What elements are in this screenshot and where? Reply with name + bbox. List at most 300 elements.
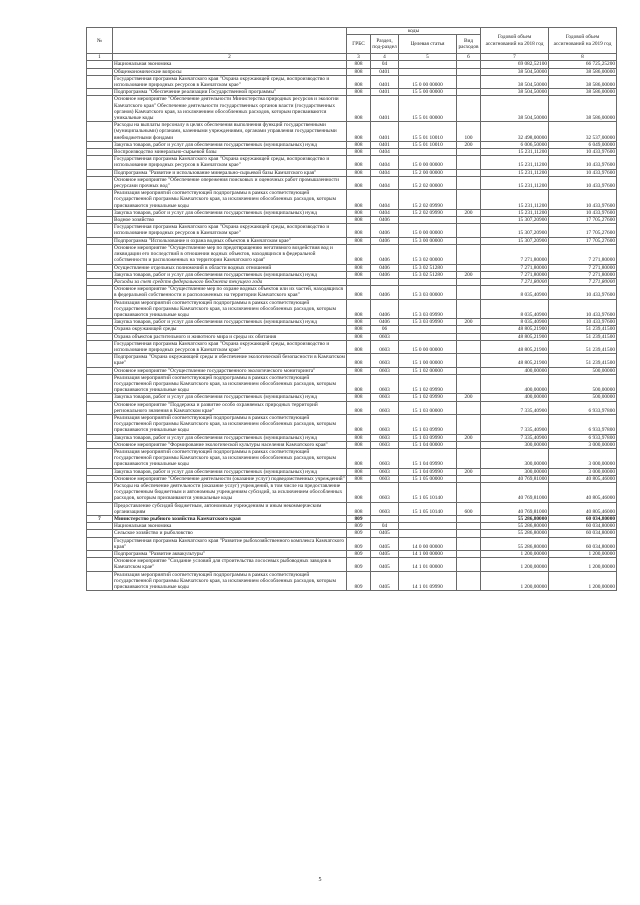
row-amount-2019: 500,00000 — [549, 374, 617, 394]
row-name: Расходы на обеспечение деятельности (оказание услуг) учреждений, в том числе на предоставление государственным бюджетным и автономным учреждениям субсидий, за исключением обособленных расходов, которым присваиваются уникальные коды — [113, 483, 347, 503]
row-name: Предоставление субсидий бюджетным, автономным учреждениям и иным некоммерческим организациям — [113, 502, 347, 515]
row-grbs: 808 — [347, 141, 371, 148]
row-vid — [457, 354, 481, 367]
row-amount-2019: 51 239,41500 — [549, 354, 617, 367]
row-vid — [457, 367, 481, 374]
row-amount-2019: 60 034,80000 — [549, 537, 617, 550]
row-amount-2018: 400,00000 — [481, 394, 549, 401]
row-amount-2018: 300,00000 — [481, 441, 549, 448]
row-number — [87, 448, 113, 468]
row-amount-2019: 51 239,41500 — [549, 340, 617, 353]
row-amount-2019: 6 933,97800 — [549, 434, 617, 441]
colnum: 5 — [399, 54, 457, 61]
row-target: 15 3 03 09990 — [399, 319, 457, 326]
row-grbs: 808 — [347, 434, 371, 441]
row-section: 0405 — [371, 551, 399, 558]
row-name: Национальная экономика — [113, 61, 347, 68]
row-name: Закупка товаров, работ и услуг для обеспечения государственных (муниципальных) нужд — [113, 394, 347, 401]
row-grbs: 808 — [347, 89, 371, 96]
table-row — [87, 326, 617, 333]
row-amount-2019: 38 586,00000 — [549, 96, 617, 122]
row-section: 0603 — [371, 367, 399, 374]
row-amount-2018: 6 006,50000 — [481, 141, 549, 148]
row-vid — [457, 537, 481, 550]
row-vid: 200 — [457, 271, 481, 278]
row-grbs: 808 — [347, 340, 371, 353]
row-section: 0404 — [371, 190, 399, 210]
row-number — [87, 401, 113, 414]
row-number — [87, 96, 113, 122]
row-target — [399, 530, 457, 537]
row-target: 15 3 02 51280 — [399, 271, 457, 278]
row-number — [87, 176, 113, 189]
row-grbs: 808 — [347, 475, 371, 482]
table-row — [87, 61, 617, 68]
colnum: 7 — [481, 54, 549, 61]
row-target: 15 1 05 00000 — [399, 475, 457, 482]
table-row — [87, 149, 617, 156]
row-number — [87, 244, 113, 264]
row-vid — [457, 401, 481, 414]
table-row — [87, 156, 617, 169]
row-grbs: 809 — [347, 516, 371, 523]
row-amount-2018: 38 504,50000 — [481, 89, 549, 96]
row-number — [87, 264, 113, 271]
row-vid — [457, 441, 481, 448]
row-grbs: 808 — [347, 75, 371, 88]
row-target — [399, 333, 457, 340]
table-row — [87, 483, 617, 503]
row-grbs: 808 — [347, 149, 371, 156]
row-vid — [457, 475, 481, 482]
row-amount-2018: 7 271,80000 — [481, 264, 549, 271]
row-section: 0603 — [371, 502, 399, 515]
row-name: Национальная экономика — [113, 523, 347, 530]
row-name: Реализация мероприятий соответствующей подпрограммы в рамках соответствующей государственной программы Камчатского края, за исключением обособленных расходов, которым присваиваются уникальные коды — [113, 571, 347, 591]
row-vid — [457, 558, 481, 571]
row-amount-2019: 38 586,00000 — [549, 68, 617, 75]
row-target: 15 1 04 00000 — [399, 441, 457, 448]
row-grbs: 808 — [347, 122, 371, 142]
table-row — [87, 141, 617, 148]
row-name: Государственная программа Камчатского края "Охрана окружающей среды, воспроизводство и использование природных ресурсов в Камчатском крае" — [113, 224, 347, 237]
row-section: 04 — [371, 523, 399, 530]
row-name: Государственная программа Камчатского края "Охрана окружающей среды, воспроизводство и использование природных ресурсов в Камчатском крае" — [113, 156, 347, 169]
row-section: 0603 — [371, 475, 399, 482]
header-vid: Вид расходов — [457, 35, 481, 54]
row-amount-2019: 60 034,80000 — [549, 530, 617, 537]
row-grbs: 808 — [347, 414, 371, 434]
row-number — [87, 354, 113, 367]
row-amount-2018: 8 035,40900 — [481, 286, 549, 299]
row-vid: 100 — [457, 122, 481, 142]
row-name: Водное хозяйство — [113, 217, 347, 224]
row-vid — [457, 156, 481, 169]
row-vid — [457, 333, 481, 340]
row-vid — [457, 286, 481, 299]
row-grbs — [347, 278, 371, 285]
table-row — [87, 190, 617, 210]
row-name: Реализация мероприятий соответствующей подпрограммы в рамках соответствующей государственной программы Камчатского края, за исключением обособленных расходов, которым присваиваются уникальные коды — [113, 299, 347, 319]
row-grbs: 808 — [347, 299, 371, 319]
row-section — [371, 278, 399, 285]
row-amount-2019: 66 725,25200 — [549, 61, 617, 68]
row-vid — [457, 244, 481, 264]
table-row — [87, 286, 617, 299]
row-amount-2019: 60 034,80000 — [549, 523, 617, 530]
row-amount-2019: 17 705,27600 — [549, 237, 617, 244]
row-amount-2018: 48 805,21900 — [481, 354, 549, 367]
row-grbs: 808 — [347, 68, 371, 75]
row-amount-2019: 10 433,97600 — [549, 286, 617, 299]
row-amount-2019: 38 586,00000 — [549, 75, 617, 88]
row-amount-2018: 15 307,20900 — [481, 224, 549, 237]
row-grbs: 809 — [347, 530, 371, 537]
row-section: 0404 — [371, 156, 399, 169]
row-section: 0603 — [371, 340, 399, 353]
row-amount-2018: 48 805,21900 — [481, 333, 549, 340]
row-section: 0603 — [371, 448, 399, 468]
row-amount-2018: 48 805,21900 — [481, 340, 549, 353]
row-grbs: 809 — [347, 551, 371, 558]
header-num: № — [87, 28, 113, 54]
row-grbs: 808 — [347, 401, 371, 414]
row-target: 15 3 03 09990 — [399, 299, 457, 319]
header-amount-2018: Годовой объем ассигнований на 2018 год — [481, 28, 549, 54]
table-row — [87, 333, 617, 340]
row-amount-2018: 38 504,50000 — [481, 96, 549, 122]
row-name: Охрана окружающей среды — [113, 326, 347, 333]
table-row — [87, 169, 617, 176]
row-section: 0406 — [371, 217, 399, 224]
row-amount-2018: 300,00000 — [481, 448, 549, 468]
row-target — [399, 516, 457, 523]
row-number — [87, 551, 113, 558]
row-grbs: 809 — [347, 558, 371, 571]
table-body — [87, 61, 617, 591]
row-target — [399, 326, 457, 333]
row-amount-2018: 15 231,11200 — [481, 156, 549, 169]
row-number — [87, 414, 113, 434]
row-target — [399, 217, 457, 224]
row-target: 14 1 01 09990 — [399, 571, 457, 591]
table-row — [87, 209, 617, 216]
row-target: 15 1 05 10140 — [399, 483, 457, 503]
table-row — [87, 374, 617, 394]
row-vid — [457, 483, 481, 503]
row-vid — [457, 299, 481, 319]
row-vid — [457, 374, 481, 394]
table-row — [87, 319, 617, 326]
row-vid — [457, 89, 481, 96]
row-amount-2019: 51 239,41500 — [549, 333, 617, 340]
row-amount-2019: 10 433,97600 — [549, 149, 617, 156]
row-target: 14 1 01 00000 — [399, 558, 457, 571]
row-vid — [457, 176, 481, 189]
row-target: 15 3 00 00000 — [399, 237, 457, 244]
colnum: 8 — [549, 54, 617, 61]
row-amount-2019: 7 271,80000 — [549, 271, 617, 278]
table-row — [87, 551, 617, 558]
row-name: Основное мероприятие "Осуществление государственного экологического мониторинга" — [113, 367, 347, 374]
row-section — [371, 516, 399, 523]
row-section: 0406 — [371, 319, 399, 326]
row-section: 0401 — [371, 122, 399, 142]
table-row — [87, 224, 617, 237]
page-number: 5 — [318, 877, 322, 883]
row-grbs: 808 — [347, 468, 371, 475]
row-name: Государственная программа Камчатского края "Охрана окружающей среды, воспроизводство и использование природных ресурсов в Камчатском крае" — [113, 340, 347, 353]
row-target: 15 0 00 00000 — [399, 156, 457, 169]
row-number — [87, 558, 113, 571]
row-target: 15 1 03 00000 — [399, 401, 457, 414]
row-number — [87, 89, 113, 96]
row-number — [87, 374, 113, 394]
row-grbs: 808 — [347, 319, 371, 326]
row-name: Подпрограмма "Обеспечение реализации Государственной программы" — [113, 89, 347, 96]
row-amount-2019: 10 433,97600 — [549, 319, 617, 326]
table-row — [87, 96, 617, 122]
row-amount-2018: 48 805,21900 — [481, 326, 549, 333]
row-section: 0405 — [371, 571, 399, 591]
row-number — [87, 190, 113, 210]
header-colnums — [87, 54, 617, 61]
row-number — [87, 483, 113, 503]
row-amount-2018: 15 231,11200 — [481, 169, 549, 176]
header-name — [113, 28, 347, 54]
row-section: 0401 — [371, 141, 399, 148]
row-section: 0603 — [371, 354, 399, 367]
table-row — [87, 354, 617, 367]
table-row — [87, 89, 617, 96]
row-amount-2019: 40 805,46000 — [549, 483, 617, 503]
row-target: 15 1 03 09990 — [399, 434, 457, 441]
row-vid — [457, 149, 481, 156]
row-target — [399, 278, 457, 285]
row-grbs: 808 — [347, 237, 371, 244]
row-section: 0603 — [371, 401, 399, 414]
row-name: Основное мероприятие "Осуществление мер по охране водных объектов или их частей, находящихся в федеральной собственности и расположенных на территории Камчатского края" — [113, 286, 347, 299]
row-amount-2018: 300,00000 — [481, 468, 549, 475]
row-amount-2019: 51 239,41500 — [549, 326, 617, 333]
row-section: 0603 — [371, 394, 399, 401]
row-vid: 200 — [457, 468, 481, 475]
row-amount-2018: 7 335,40900 — [481, 401, 549, 414]
row-number — [87, 502, 113, 515]
row-number — [87, 537, 113, 550]
row-amount-2018: 7 271,80000 — [481, 244, 549, 264]
row-vid — [457, 224, 481, 237]
row-section: 0406 — [371, 299, 399, 319]
row-amount-2019: 38 586,00000 — [549, 89, 617, 96]
row-grbs: 808 — [347, 326, 371, 333]
row-amount-2018: 15 307,20900 — [481, 237, 549, 244]
row-target: 15 2 02 00000 — [399, 176, 457, 189]
row-target: 15 5 01 10010 — [399, 122, 457, 142]
colnum: 4 — [371, 54, 399, 61]
table-row — [87, 264, 617, 271]
colnum: 2 — [113, 54, 347, 61]
row-grbs: 808 — [347, 374, 371, 394]
table-row — [87, 448, 617, 468]
row-target — [399, 61, 457, 68]
colnum: 1 — [87, 54, 113, 61]
row-vid — [457, 96, 481, 122]
row-amount-2019: 1 200,00000 — [549, 571, 617, 591]
row-amount-2018: 15 231,11200 — [481, 209, 549, 216]
row-grbs: 808 — [347, 61, 371, 68]
table-row — [87, 468, 617, 475]
table-row — [87, 434, 617, 441]
header-row-top — [87, 28, 617, 35]
row-target: 15 1 00 00000 — [399, 354, 457, 367]
row-grbs: 808 — [347, 441, 371, 448]
row-amount-2018: 1 200,00000 — [481, 558, 549, 571]
row-vid: 200 — [457, 394, 481, 401]
row-amount-2019: 3 000,00000 — [549, 441, 617, 448]
row-amount-2019: 10 433,97600 — [549, 190, 617, 210]
row-amount-2019: 60 034,80000 — [549, 516, 617, 523]
row-amount-2018: 8 035,40900 — [481, 299, 549, 319]
row-number: 7 — [87, 516, 113, 523]
row-name: Подпрограмма "Развитие и использование минерально-сырьевой базы Камчатского края" — [113, 169, 347, 176]
row-target: 15 1 04 09990 — [399, 468, 457, 475]
row-vid — [457, 278, 481, 285]
row-number — [87, 441, 113, 448]
row-vid — [457, 523, 481, 530]
row-number — [87, 75, 113, 88]
row-amount-2018: 40 769,81000 — [481, 483, 549, 503]
row-name: Основное мероприятие "Поддержка и развитие особо охраняемых природных территорий регионального значения в Камчатском крае" — [113, 401, 347, 414]
row-target: 15 1 05 10140 — [399, 502, 457, 515]
row-section: 0404 — [371, 209, 399, 216]
row-target: 15 0 00 00000 — [399, 75, 457, 88]
table-row — [87, 271, 617, 278]
row-number — [87, 475, 113, 482]
row-section: 0405 — [371, 537, 399, 550]
row-amount-2018: 55 286,80000 — [481, 523, 549, 530]
row-number — [87, 523, 113, 530]
row-grbs: 808 — [347, 176, 371, 189]
row-grbs: 808 — [347, 286, 371, 299]
row-vid — [457, 551, 481, 558]
row-vid — [457, 190, 481, 210]
row-target — [399, 523, 457, 530]
row-vid: 200 — [457, 319, 481, 326]
row-vid — [457, 264, 481, 271]
row-amount-2019: 10 433,97600 — [549, 156, 617, 169]
colnum: 3 — [347, 54, 371, 61]
row-vid: 200 — [457, 434, 481, 441]
row-section: 0401 — [371, 96, 399, 122]
row-amount-2019: 3 000,00000 — [549, 448, 617, 468]
row-target: 15 3 02 00000 — [399, 244, 457, 264]
row-number — [87, 61, 113, 68]
header-amount-2019: Годовой объем ассигнований на 2019 год — [549, 28, 617, 54]
row-name: Закупка товаров, работ и услуг для обеспечения государственных (муниципальных) нужд — [113, 271, 347, 278]
row-amount-2018: 15 231,11200 — [481, 176, 549, 189]
row-section: 0406 — [371, 286, 399, 299]
row-grbs: 809 — [347, 571, 371, 591]
row-name: Основное мероприятие "Обеспечение деятельности (оказание услуг) подведомственных учреждений" — [114, 475, 345, 482]
row-number — [87, 468, 113, 475]
row-target: 15 2 02 09990 — [399, 190, 457, 210]
row-amount-2019: 1 200,00000 — [549, 558, 617, 571]
row-number — [87, 271, 113, 278]
row-amount-2018: 400,00000 — [481, 367, 549, 374]
row-vid — [457, 326, 481, 333]
row-number — [87, 122, 113, 142]
row-number — [87, 530, 113, 537]
row-amount-2018: 38 504,50000 — [481, 75, 549, 88]
row-amount-2018: 40 769,81000 — [481, 502, 549, 515]
row-grbs: 808 — [347, 190, 371, 210]
header-grbs: ГРБС — [347, 35, 371, 54]
row-target: 15 1 04 09990 — [399, 448, 457, 468]
row-name: Основное мероприятие "Обеспечение опережения поисковых и оценочных работ промышленности ресурсами прочных вод" — [113, 176, 347, 189]
header-codes: коды — [347, 28, 481, 35]
row-section: 0404 — [371, 176, 399, 189]
row-amount-2019: 10 433,97600 — [549, 169, 617, 176]
table-row — [87, 475, 617, 482]
row-section: 0406 — [371, 237, 399, 244]
table-row — [87, 217, 617, 224]
row-name: Расходы за счет средств федерального бюджета текущего года — [113, 278, 347, 285]
table-row — [87, 237, 617, 244]
row-amount-2018: 8 035,40900 — [481, 319, 549, 326]
row-name: Государственная программа Камчатского края "Развитие рыбохозяйственного комплекса Камчатского края" — [113, 537, 347, 550]
row-grbs: 808 — [347, 271, 371, 278]
row-name: Основное мероприятие "Осуществление мер по предотвращению негативного воздействия вод и ликвидации его последствий в отношении водных объектов, находящихся в федеральной собственности и расположенных на территории Камчатского края" — [113, 244, 347, 264]
row-name: Основное мероприятие "Обеспечение деятельности Министерства природных ресурсов и экологии Камчатского края" Обеспечение деятельности государственных органов власти (государственных органов) Камчатского края, за исключением обособленных расходов, которым присваиваются уникальные коды — [113, 96, 347, 122]
row-name: Расходы на выплаты персоналу в целях обеспечения выполнения функций государственными (муниципальными) органами, казенными учреждениями, органами управления государственными внебюджетными фондами — [113, 122, 347, 142]
row-name: Общеэкономические вопросы — [113, 68, 347, 75]
row-amount-2018: 400,00000 — [481, 374, 549, 394]
row-vid — [457, 75, 481, 88]
row-section: 0603 — [371, 483, 399, 503]
row-amount-2018: 15 231,11200 — [481, 149, 549, 156]
row-grbs: 808 — [347, 156, 371, 169]
row-grbs: 808 — [347, 394, 371, 401]
row-number — [87, 278, 113, 285]
row-grbs: 808 — [347, 333, 371, 340]
row-amount-2019: 500,00000 — [549, 394, 617, 401]
row-amount-2019: 500,00000 — [549, 367, 617, 374]
table-row — [87, 299, 617, 319]
row-grbs: 808 — [347, 264, 371, 271]
row-amount-2018: 38 504,50000 — [481, 68, 549, 75]
row-target: 15 2 00 00000 — [399, 169, 457, 176]
row-amount-2019: 32 537,00000 — [549, 122, 617, 142]
row-number — [87, 340, 113, 353]
row-vid — [457, 516, 481, 523]
row-section: 0405 — [371, 530, 399, 537]
row-name: Осуществление отдельных полномочий в области водных отношений — [113, 264, 347, 271]
row-amount-2019: 10 433,97600 — [549, 209, 617, 216]
row-target: 15 0 00 00000 — [399, 224, 457, 237]
header-target: Целевая статья — [399, 35, 457, 54]
row-grbs: 809 — [347, 537, 371, 550]
row-grbs: 808 — [347, 209, 371, 216]
table-row — [87, 340, 617, 353]
row-amount-2019: 10 433,97600 — [549, 299, 617, 319]
row-vid — [457, 414, 481, 434]
row-number — [87, 209, 113, 216]
row-name: Сельское хозяйство и рыболовство — [113, 530, 347, 537]
row-name: Подпрограмма "Развитие аквакультуры" — [113, 551, 347, 558]
row-number — [87, 571, 113, 591]
row-number — [87, 319, 113, 326]
